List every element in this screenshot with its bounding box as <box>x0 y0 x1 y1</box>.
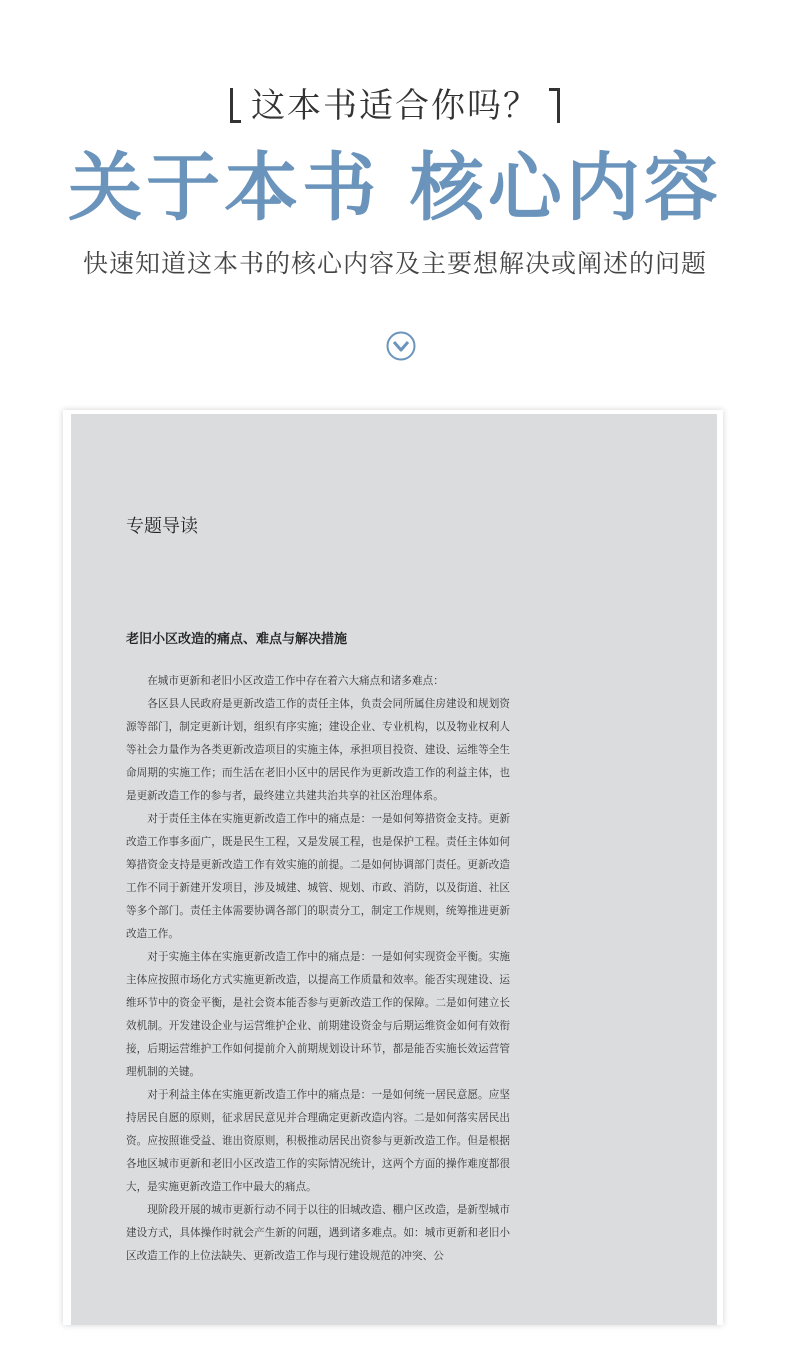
section-label: 专题导读 <box>126 516 198 537</box>
paragraph: 对于实施主体在实施更新改造工作中的痛点是：一是如何实现资金平衡。实施主体应按照市场化方式实施更新改造，以提高工作质量和效率。能否实现建设、运维环节中的资金平衡，是社会资本能否参与更新改造工作的保障。二是如何建立长效机制。开发建设企业与运营维护企业、前期建设资金与后期运维资金如何有效衔接，后期运营维护工作如何提前介入前期规划设计环节，都是能否实施长效运营管理机制的关键。 <box>126 951 510 1078</box>
article-title: 老旧小区改造的痛点、难点与解决措施 <box>126 632 348 647</box>
right-bracket-decoration <box>549 88 560 123</box>
paragraph: 各区县人民政府是更新改造工作的责任主体，负责会同所属住房建设和规划资源等部门，制定更新计划，组织有序实施；建设企业、专业机构，以及物业权利人等社会力量作为各类更新改造项目的实施主体，承担项目投资、建设、运维等全生命周期的实施工作；而生活在老旧小区中的居民作为更新改造工作的利益主体，也是更新改造工作的参与者，最终建立共建共治共享的社区治理体系。 <box>126 698 510 802</box>
paragraph: 现阶段开展的城市更新行动不同于以往的旧城改造、棚户区改造，是新型城市建设方式，具体操作时就会产生新的问题，遇到诸多难点。如：城市更新和老旧小区改造工作的上位法缺失、更新改造工作与现行建设规范的冲突、公 <box>126 1204 510 1262</box>
left-bracket-decoration <box>230 88 241 123</box>
paragraph: 在城市更新和老旧小区改造工作中存在着六大痛点和诸多难点： <box>147 675 444 687</box>
paragraph: 对于责任主体在实施更新改造工作中的痛点是：一是如何筹措资金支持。更新改造工作事多面广，既是民生工程，又是发展工程，也是保护工程。责任主体如何筹措资金支持是更新改造工作有效实施的前提。二是如何协调部门责任。更新改造工作不同于新建开发项目，涉及城建、城管、规划、市政、消防，以及街道、社区等多个部门。责任主体需要协调各部门的职责分工，制定工作规则，统筹推进更新改造工作。 <box>126 813 510 940</box>
article-body <box>126 670 510 1268</box>
chevron-down-circle-icon <box>386 331 416 361</box>
main-title: 关于本书 核心内容 <box>68 145 722 231</box>
subtitle: 快速知道这本书的核心内容及主要想解决或阐述的问题 <box>82 249 707 278</box>
header-question <box>0 78 790 127</box>
paragraph: 对于利益主体在实施更新改造工作中的痛点是：一是如何统一居民意愿。应坚持居民自愿的原则，征求居民意见并合理确定更新改造内容。二是如何落实居民出资。应按照谁受益、谁出资原则，积极推动居民出资参与更新改造工作。但是根据各地区城市更新和老旧小区改造工作的实际情况统计，这两个方面的操作难度都很大，是实施更新改造工作中最大的痛点。 <box>126 1089 510 1193</box>
question-text: 这本书适合你吗？ <box>251 86 539 126</box>
